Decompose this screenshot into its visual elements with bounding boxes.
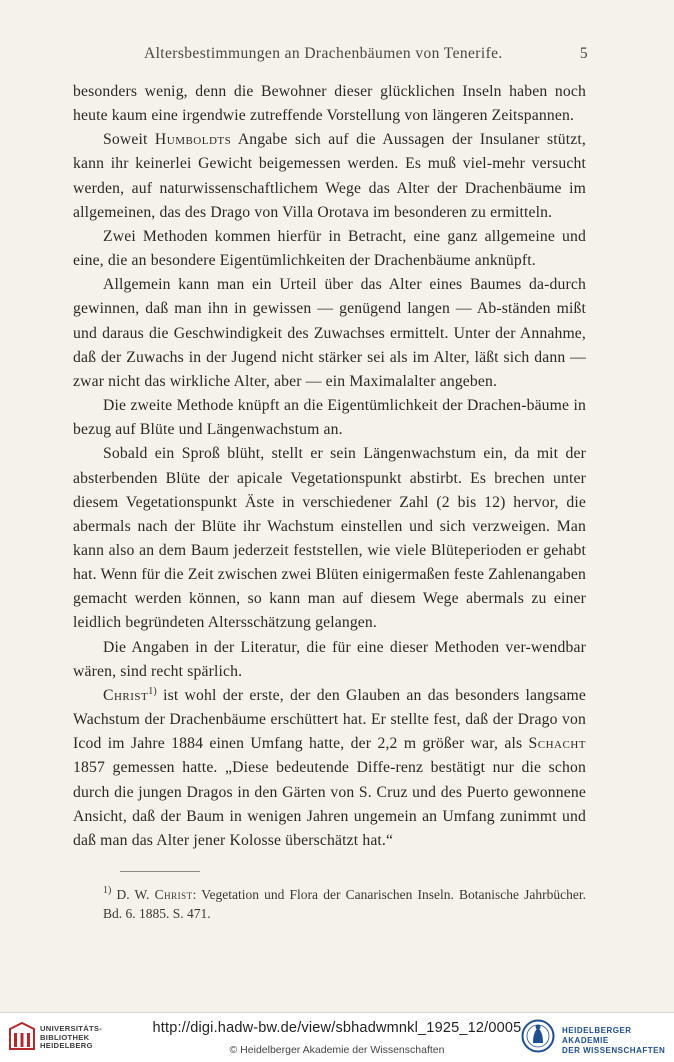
paragraph-5: Die zweite Methode knüpft an die Eigentümlichkeit der Drachen-bäume in bezug auf Blüte und Längenwachstum an. — [73, 397, 586, 439]
footnote-marker: 1) — [103, 885, 112, 896]
paragraph-4: Allgemein kann man ein Urteil über das Alter eines Baumes da-durch gewinnen, daß man ihn in gewissen — genügend langen — Ab-ständen mißt und daraus die Geschwindigkeit des Zuwachses ermittelt. Unter der Annahme, daß der Zuwachs in der Jugend nicht stärker sei als im Alter, läßt sich dann — zwar nicht das wirkliche Alter, aber — ein Maximalalter angeben. — [73, 276, 586, 390]
paragraph-3: Zwei Methoden kommen hierfür in Betracht, eine ganz allgemeine und eine, die an besondere Eigentümlichkeiten der Drachenbäume anknüpft. — [73, 227, 586, 270]
page-number: 5 — [579, 45, 588, 62]
footnote-text: : Vegetation und Flora der Canarischen Inseln. Botanische Jahrbücher. Bd. 6. 1885. S. 471. — [103, 887, 586, 921]
university-library-label: UNIVERSITÄTS- BIBLIOTHEK HEIDELBERG — [40, 1024, 103, 1051]
author-schacht: Schacht — [528, 735, 586, 753]
author-christ: Christ — [103, 686, 149, 704]
academy-seal-icon[interactable] — [521, 1019, 555, 1053]
footnote-author: Christ — [154, 887, 193, 902]
footnote-rule — [120, 871, 200, 872]
paragraph-8: Christ$^{1)}$ ist wohl der erste, der den Glauben an das besonders langsame Wachstum der Drachenbäume erschüttert hat. Er stellte fest, daß der Drago von Icod im Jahre 1884 einen Umfang hatte, der 2,2 m größer war, als Schacht 1857 gemessen hatte. „Diese bedeutende Diffe-renz bestätigt nur die schon durch die jungen Dragos in den Gärten von S. Cruz und des Puerto gewonnene Ansicht, daß der Baum in wenigen Jahren ungemein an Umfang zunimmt und daß man das Alter jener Kolosse überschätzt hat.“ — [73, 685, 586, 849]
copyright-notice: © Heidelberger Akademie der Wissenschaften — [229, 1044, 445, 1056]
paragraph-1: besonders wenig, denn die Bewohner dieser glücklichen Inseln haben noch heute kaum eine irgendwie zutreffende Vorstellung von längeren Zeitspannen. — [73, 83, 586, 125]
paragraph-7: Die Angaben in der Literatur, die für eine dieser Methoden ver-wendbar wären, sind recht spärlich. — [73, 638, 586, 680]
running-title: Altersbestimmungen an Drachenbäumen von Tenerife. — [144, 45, 503, 62]
footnote: $^{1)}$ D. W. Christ: Vegetation und Flora der Canarischen Inseln. Botanische Jahrbücher. Bd. 6. 1885. S. 471. — [103, 885, 586, 921]
academy-label: HEIDELBERGER AKADEMIE DER WISSENSCHAFTEN — [562, 1026, 666, 1055]
paragraph-2: Soweit Humboldts Angabe sich auf die Aussagen der Insulaner stützt, kann ihr keinerlei Gewicht beigemessen werden. Es muß viel-mehr versucht werden, auf naturwissenschaftlichem Wege das Alter der Drachenbäume im allgemeinen, das des Drago von Villa Orotava im besonderen zu ermitteln. — [73, 131, 586, 221]
viewer-footer — [0, 1012, 674, 1062]
body-text — [73, 80, 586, 853]
permalink-url[interactable]: http://digi.hadw-bw.de/view/sbhadwmnkl_1925_12/0005 — [152, 1020, 522, 1036]
paragraph-6: Sobald ein Sproß blüht, stellt er sein Längenwachstum ein, da mit der absterbenden Blüte der apicale Vegetationspunkt abstirbt. Es brechen unter diesem Vegetationspunkt Äste in verschiedener Zahl (2 bis 12) hervor, die abermals nach der Blüte ihr Wachstum einstellen und sich verzweigen. Man kann also an dem Baum jederzeit feststellen, wie viele Blüteperioden er gehabt hat. Wenn für die Zeit zwischen zwei Blüten einigermaßen feste Zahlenangaben gemacht werden können, so kann man auf diesem Wege abermals zu einer leidlich begründeten Altersschätzung gelangen. — [73, 445, 586, 632]
footnote-ref: 1) — [148, 685, 157, 697]
author-humboldt: Humboldts — [154, 131, 232, 149]
